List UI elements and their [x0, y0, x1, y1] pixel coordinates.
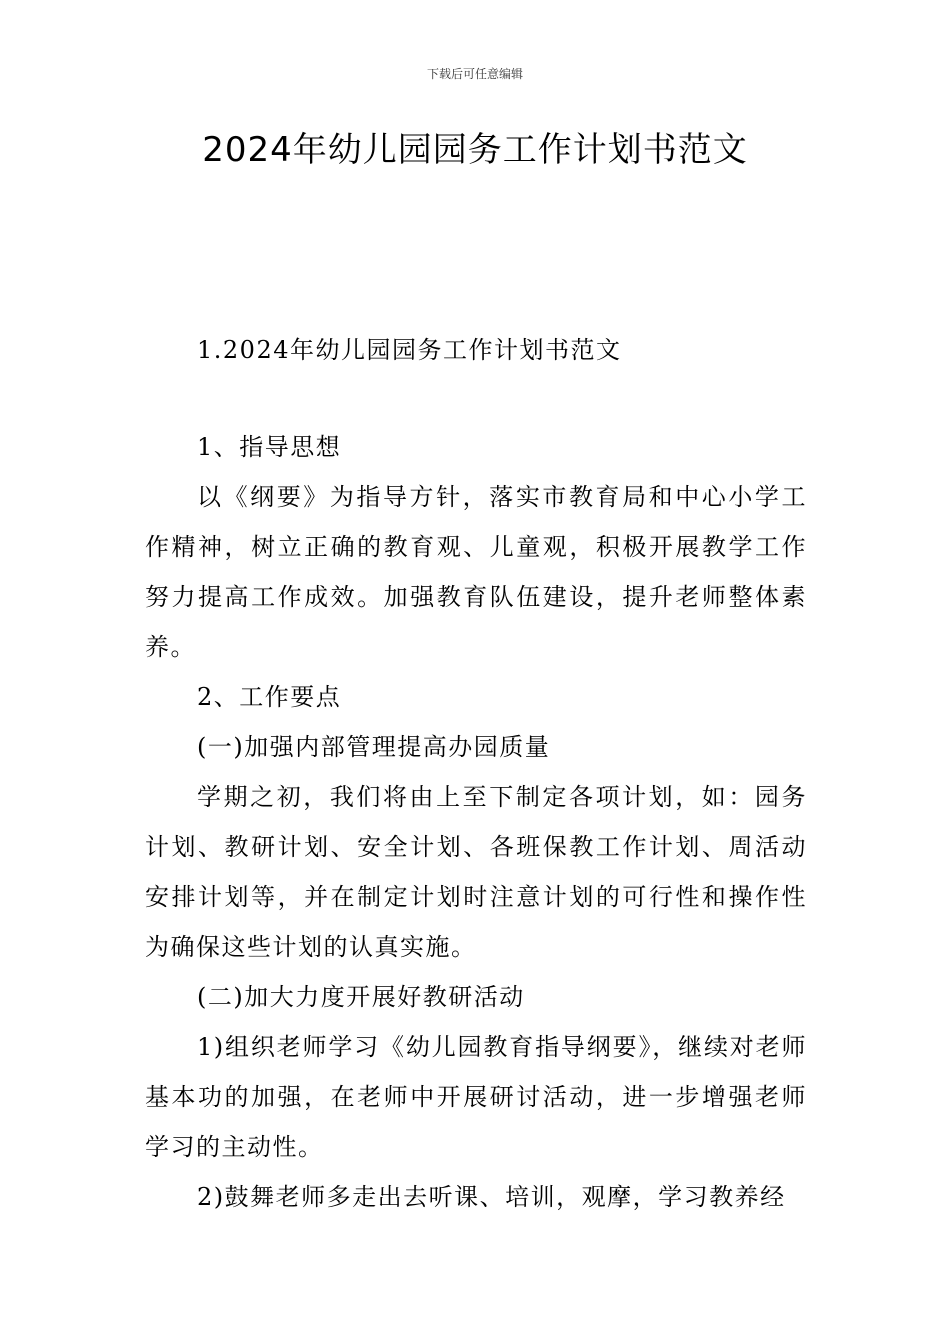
document-title: 2024年幼儿园园务工作计划书范文: [202, 130, 748, 170]
paragraph-guiding-text: 以《纲要》为指导方针，落实市教育局和中心小学工作精神，树立正确的教育观、儿童观，积极开展教学工作努力提高工作成效。加强教育队伍建设，提升老师整体素养。: [145, 483, 807, 661]
header-note: 下载后可任意编辑: [426, 67, 523, 81]
paragraph-research-item-1: 1)组织老师学习《幼儿园教育指导纲要》，继续对老师基本功的加强，在老师中开展研讨活动，进一步增强老师学习的主动性。: [145, 1033, 807, 1161]
paragraph-guiding-heading: 1、指导思想: [197, 433, 342, 461]
paragraph-research-item-2: 2)鼓舞老师多走出去听课、培训，观摩，学习教养经: [197, 1183, 786, 1211]
paragraph-work-points-heading: 2、工作要点: [197, 683, 342, 711]
paragraph-subheading-management: (一)加强内部管理提高办园质量: [197, 733, 551, 761]
paragraph-subheading-research: (二)加大力度开展好教研活动: [197, 983, 525, 1011]
paragraph-management-text: 学期之初，我们将由上至下制定各项计划，如：园务计划、教研计划、安全计划、各班保教工作计划、周活动安排计划等，并在制定计划时注意计划的可行性和操作性为确保这些计划的认真实施。: [145, 783, 807, 961]
document-body: [145, 422, 807, 1222]
section-heading: 1.2024年幼儿园园务工作计划书范文: [197, 336, 622, 364]
